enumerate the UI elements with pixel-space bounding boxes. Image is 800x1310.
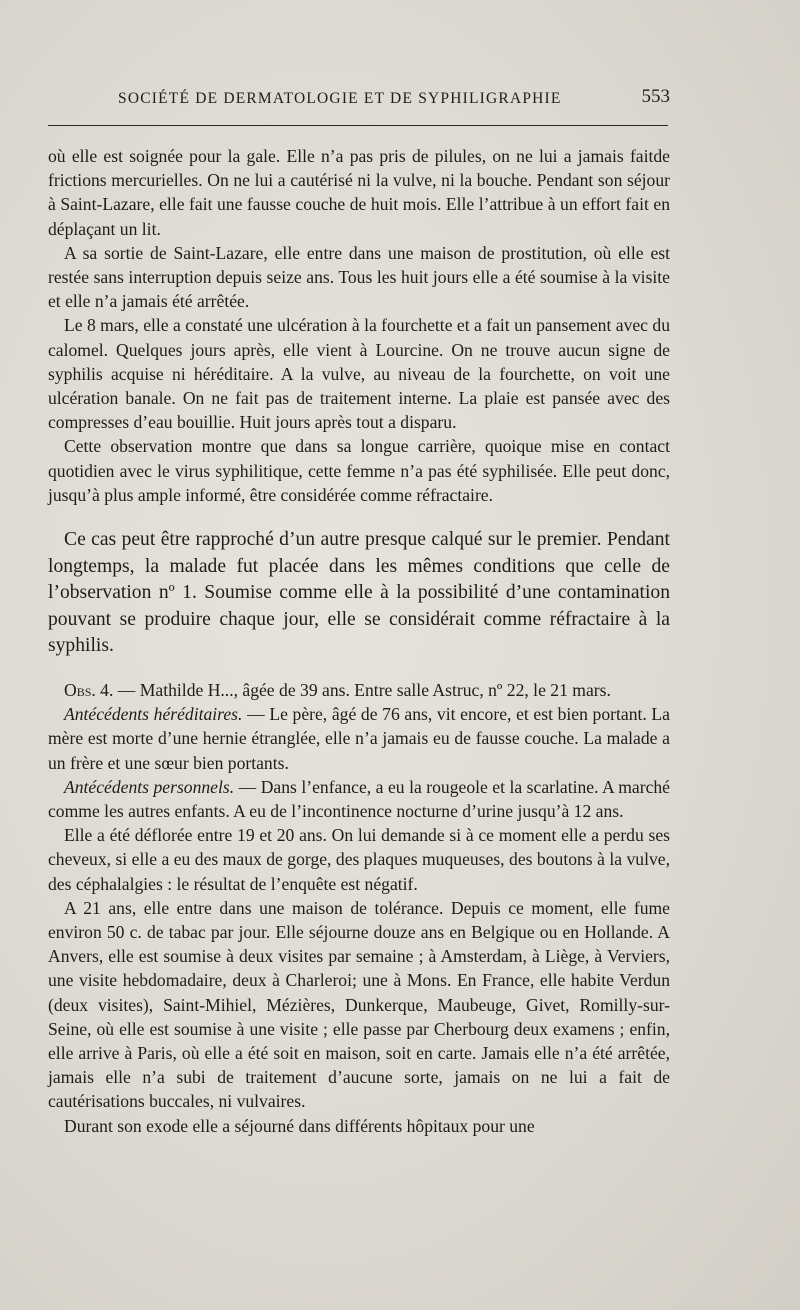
paragraph-9: Elle a été déflorée entre 19 et 20 ans. On lui demande si à ce moment elle a perdu ses cheveux, si elle a eu des maux de gorge, des plaques muqueuses, des boutons à la vulve, des céphalalgies : le résultat de l’enquête est négatif.: [48, 825, 670, 894]
paragraph-2: A sa sortie de Saint-Lazare, elle entre dans une maison de prostitution, où elle est restée sans interruption depuis seize ans. Tous les huit jours elle a été soumise à la visite et elle n’a jamais été arrêtée.: [48, 242, 670, 312]
paragraph-4: Cette observation montre que dans sa longue carrière, quoique mise en contact quotidien avec le virus syphilitique, cette femme n’a pas été syphilisée. Elle peut donc, jusqu’à plus ample informé, être considérée comme réfractaire.: [48, 436, 670, 505]
header-rule: [48, 125, 668, 126]
page-number: 553: [641, 86, 670, 107]
running-title: SOCIÉTÉ DE DERMATOLOGIE ET DE SYPHILIGRAPHIE: [118, 90, 562, 107]
paragraph-11: Durant son exode elle a séjourné dans différents hôpitaux pour une: [64, 1115, 535, 1136]
observation-label: Obs. 4.: [64, 680, 114, 701]
paragraph-10: A 21 ans, elle entre dans une maison de tolérance. Depuis ce moment, elle fume environ 50 c. de tabac par jour. Elle séjourne douze ans en Belgique ou en Hollande. A Anvers, elle est soumise à deux visites par semaine ; à Amsterdam, à Liège, à Verviers, une visite hebdomadaire, deux à Charleroi; une à Mons. En France, elle habite Verdun (deux visites), Saint-Mihiel, Mézières, Dunkerque, Maubeuge, Givet, Romilly-sur-Seine, où elle est soumise à une visite ; elle passe par Cherbourg deux examens ; enfin, elle arrive à Paris, où elle a été soit en maison, soit en carte. Jamais elle n’a été arrêtée, jamais elle n’a subi de traitement d’aucune sorte, jamais on ne lui a fait de cautérisations buccales, ni vulvaires.: [48, 897, 670, 1112]
personal-text: — Dans l’enfance, a eu la rougeole et la scarlatine. A marché comme les autres enfants. A eu de l’incontinence nocturne d’urine jusqu’à 12 ans.: [48, 776, 670, 822]
personal-label: Antécédents personnels.: [64, 776, 235, 797]
hereditary-label: Antécédents héréditaires.: [64, 704, 243, 725]
paragraph-observation-4: [48, 678, 670, 702]
paragraph-3: Le 8 mars, elle a constaté une ulcération à la fourchette et a fait un pansement avec du calomel. Quelques jours après, elle vient à Lourcine. On ne trouve aucun signe de syphilis acquise ni héréditaire. A la vulve, au niveau de la fourchette, on voit une ulcération banale. On ne fait pas de traitement interne. La plaie est pansée avec des compresses d’eau bouillie. Huit jours après tout a disparu.: [48, 315, 670, 433]
paragraph-personal: [48, 775, 670, 823]
page-header: [118, 86, 670, 116]
hereditary-text: — Le père, âgé de 76 ans, vit encore, et est bien portant. La mère est morte d’une hernie étranglée, elle n’a jamais eu de fausse couche. La malade a un frère et une sœur bien portants.: [48, 704, 670, 773]
observation-text: — Mathilde H..., âgée de 39 ans. Entre salle Astruc, nº 22, le 21 mars.: [113, 680, 611, 701]
paragraph-hereditary: [48, 702, 670, 775]
body-text: [48, 144, 670, 1138]
paragraph-1: où elle est soignée pour la gale. Elle n’a pas pris de pilules, on ne lui a jamais faitde frictions mercurielles. On ne lui a cautérisé ni la vulve, ni la bouche. Pendant son séjour à Saint-Lazare, elle fait une fausse couche de huit mois. Elle l’attribue à un effort fait en déplaçant un lit.: [48, 146, 670, 239]
paragraph-5-commentary: Ce cas peut être rapproché d’un autre presque calqué sur le premier. Pendant longtemps, la malade fut placée dans les mêmes conditions que celle de l’observation nº 1. Soumise comme elle à la possibilité d’une contamination pouvant se produire chaque jour, elle se considérait comme réfractaire à la syphilis.: [48, 529, 670, 657]
